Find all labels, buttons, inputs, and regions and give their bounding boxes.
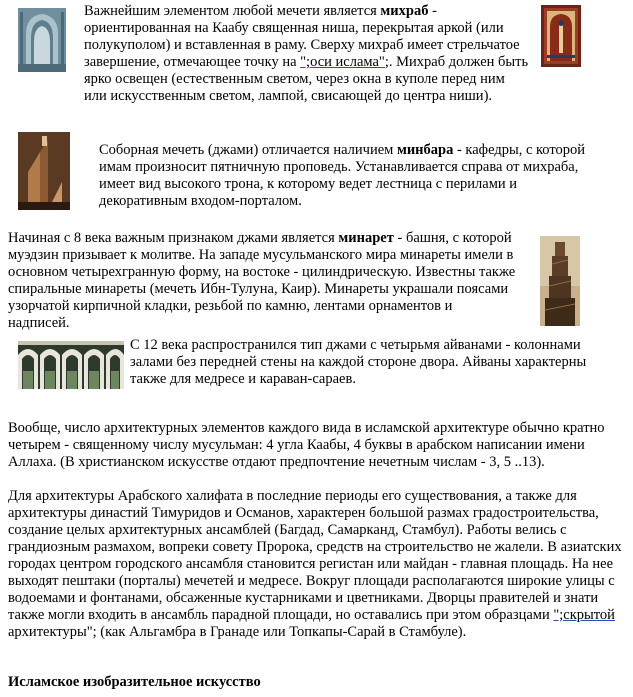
term-minaret: минарет bbox=[338, 230, 394, 246]
text: Соборная мечеть (джами) отличается наличием bbox=[99, 142, 397, 158]
paragraph-mihrab bbox=[84, 3, 530, 105]
text: Важнейшим элементом любой мечети является bbox=[84, 3, 381, 19]
paragraph-number-four bbox=[8, 420, 623, 471]
term-minbar: минбара bbox=[396, 142, 454, 158]
text: архитектуры"; (как Альгамбра в Гранаде или Топкапы-Сарай в Стамбуле). bbox=[8, 624, 467, 640]
text: Вообще, число архитектурных элементов каждого вида в исламской архитектуре обычно кратно четырем - священному числу мусульман: 4 угла Каабы, 4 буквы в арабском написании имени Аллаха. (В христианском искусстве отдают предпочтение нечетным числам - 3, 5 ..13). bbox=[8, 420, 605, 470]
link-axis-of-islam[interactable]: ";оси ислама" bbox=[300, 54, 385, 70]
iwan-colonnade-image bbox=[18, 341, 124, 389]
prayer-rug-image bbox=[541, 5, 581, 67]
text: - кафедры, с которой имам произносит пятничную проповедь. Устанавливается справа от михраба, имеет вид высокого трона, к которому ведет лестница с перилами и декоративным входом-порталом. bbox=[99, 142, 586, 209]
mihrab-image bbox=[18, 8, 66, 72]
text: - башня, с которой муэдзин призывает к молитве. На западе мусульманского мира минареты имели в основном четырехгранную форму, на востоке - цилиндрическую. Известны также спиральные минареты (мечеть Ибн-Тулуна, Каир). Минареты украшали поясами узорчатой кирпичной кладки, резьбой по камню, лентами орнаментов и надписей. bbox=[8, 230, 516, 331]
term-mihrab: михраб bbox=[380, 3, 429, 19]
text: ;. Михраб должен быть ярко освещен (естественным светом, через окна в куполе перед ним или искусственным светом, лампой, свисающей до центра ниши). bbox=[84, 54, 529, 104]
text: - ориентированная на Каабу священная ниша, перекрытая аркой (или полукуполом) и вставленная в раму. Сверху михраб имеет стрельчатое завершение, отмечающее точку на bbox=[84, 3, 520, 70]
paragraph-minbar bbox=[99, 142, 604, 210]
text: Начиная с 8 века важным признаком джами является bbox=[8, 230, 339, 246]
paragraph-iwan bbox=[130, 337, 605, 388]
spiral-minaret-image bbox=[540, 236, 580, 326]
section-heading: Исламское изобразительное искусство bbox=[8, 674, 261, 690]
minbar-image bbox=[18, 132, 70, 210]
link-hidden-architecture[interactable]: ";скрытой bbox=[553, 607, 615, 623]
text: С 12 века распространился тип джами с четырьмя айванами - колоннами залами без передней стены на каждой стороне двора. Айваны характерны также для медресе и караван-сараев. bbox=[130, 337, 587, 387]
paragraph-minaret bbox=[8, 230, 516, 332]
text: Для архитектуры Арабского халифата в последние периоды его существования, а также для архитектуры династий Тимуридов и Османов, характерен большой размах градостроительства, создание целых архитектурных ансамблей (Багдад, Самарканд, Стамбул). Работы велись с грандиозным размахом, вопреки совету Пророка, средств на строительство не жалели. В азиатских городах центром городского ансамбля становится регистан или майдан - главная площадь. На нее выходят пештаки (порталы) мечетей и медресе. Вокруг площади располагаются широкие улицы с водоемами и фонтанами, обсаженные кустарниками и цветниками. Дворцы правителей и знати также могли входить в ансамбль парадной площади, но оставались при этом образцами bbox=[8, 488, 622, 623]
paragraph-urban-ensembles bbox=[8, 488, 626, 641]
